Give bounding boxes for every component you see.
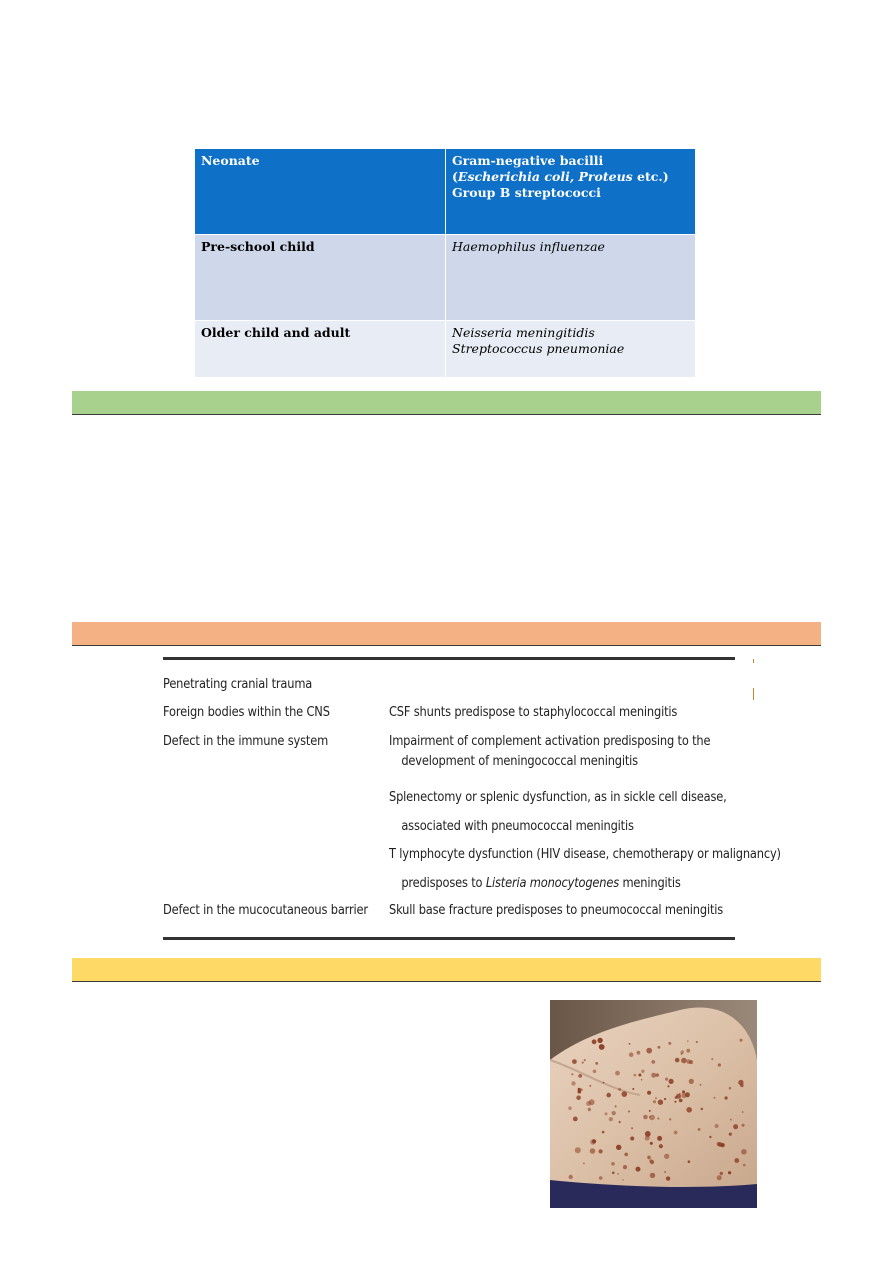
petechia-spot <box>740 1039 743 1042</box>
petechia-spot <box>687 1040 689 1042</box>
petechia-spot <box>599 1149 603 1153</box>
organism-italic: Haemophilus influenzae <box>452 239 605 254</box>
petechia-spot <box>679 1099 683 1103</box>
age-group-cell: Neonate <box>195 149 446 235</box>
petechia-spot <box>641 1070 644 1073</box>
petechia-spot <box>666 1176 670 1180</box>
petechia-spot <box>725 1096 728 1099</box>
factor-label: Defect in the immune system <box>163 734 329 749</box>
petechia-spot <box>679 1093 681 1095</box>
petechia-spot <box>709 1136 711 1138</box>
petechia-spot <box>668 1042 671 1045</box>
petechia-spot <box>628 1111 630 1113</box>
petechia-spot <box>718 1142 723 1147</box>
petechia-spot <box>664 1098 666 1100</box>
petechia-spot <box>650 1173 655 1178</box>
petechia-spot <box>686 1059 691 1064</box>
factor-label: Foreign bodies within the CNS <box>163 705 330 720</box>
petechia-spot <box>733 1124 738 1129</box>
petechia-spot <box>588 1108 591 1111</box>
petechia-spot <box>619 1121 621 1123</box>
petechia-spot <box>689 1079 694 1084</box>
petechia-spot <box>617 1173 619 1175</box>
organism-italic: Neisseria meningitidis <box>452 325 595 340</box>
petechia-spot <box>658 1046 661 1049</box>
petechia-spot <box>711 1058 713 1060</box>
petechia-spot <box>599 1176 603 1180</box>
petechia-spot <box>592 1139 596 1143</box>
petechia-spot <box>646 1048 652 1054</box>
petechia-spot <box>576 1095 581 1100</box>
age-group-cell: Pre-school child <box>195 235 446 321</box>
petechia-spot <box>615 1071 620 1076</box>
petechia-spot <box>742 1124 745 1127</box>
petechia-spot <box>618 1088 621 1091</box>
petechia-spot <box>659 1144 663 1148</box>
petechia-spot <box>629 1052 634 1057</box>
petechia-spot <box>698 1128 701 1131</box>
petechia-spot <box>669 1079 674 1084</box>
petechia-spot <box>657 1117 659 1119</box>
petechia-spot <box>606 1093 611 1098</box>
petechia-spot <box>624 1153 628 1157</box>
section-bar-yellow <box>72 958 821 982</box>
factor-label: Penetrating cranial trauma <box>163 677 313 692</box>
petechia-spot <box>578 1074 582 1078</box>
age-organism-table <box>195 149 696 378</box>
petechia-spot <box>571 1073 573 1075</box>
petechia-spot <box>696 1041 698 1043</box>
petechia-spot <box>681 1058 687 1064</box>
organism-text: Gram-negative bacilli ( <box>452 153 604 184</box>
table-rule-bottom <box>163 937 735 940</box>
petechia-spot <box>657 1136 662 1141</box>
petechia-spot <box>729 1087 732 1090</box>
petechia-spot <box>631 1127 633 1129</box>
petechia-spot <box>742 1111 744 1113</box>
petechia-spot <box>575 1147 581 1153</box>
petechia-spot <box>649 1159 653 1163</box>
petechia-spot <box>643 1115 648 1120</box>
petechia-spot <box>655 1097 657 1099</box>
petechia-spot <box>674 1101 676 1103</box>
organism-cell <box>446 235 696 321</box>
petechia-spot <box>592 1039 597 1044</box>
table-row <box>195 235 696 321</box>
petechia-spot <box>730 1119 732 1121</box>
table-row <box>195 149 696 235</box>
organism-cell <box>446 321 696 378</box>
petechia-spot <box>665 1078 668 1081</box>
petechia-spot <box>590 1148 596 1154</box>
petechia-spot <box>636 1167 641 1172</box>
petechia-spot <box>623 1165 627 1169</box>
petechia-spot <box>651 1060 655 1064</box>
petechia-spot <box>653 1100 656 1103</box>
petechia-spot <box>616 1145 621 1150</box>
petechia-spot <box>717 1175 722 1180</box>
petechia-spot <box>602 1131 605 1134</box>
factor-value: Impairment of complement activation predisposing to the <box>389 734 711 749</box>
petechia-spot <box>658 1100 663 1105</box>
petechia-spot <box>734 1158 739 1163</box>
petechia-spot <box>582 1062 584 1064</box>
organism-text: etc.) <box>632 169 669 184</box>
petechia-spot <box>637 1051 641 1055</box>
petechia-spot <box>667 1085 669 1087</box>
petechia-spot <box>664 1171 666 1173</box>
scan-edge-mark <box>753 659 754 663</box>
table-rule-top <box>163 657 735 660</box>
petechia-spot <box>669 1118 671 1120</box>
petechia-spot <box>700 1084 702 1086</box>
petechia-spot <box>578 1088 581 1091</box>
petechia-spot <box>720 1172 723 1175</box>
factor-value: CSF shunts predispose to staphylococcal meningitis <box>389 705 678 720</box>
table-row <box>195 321 696 378</box>
petechia-spot <box>630 1137 634 1141</box>
petechia-spot <box>664 1154 669 1159</box>
petechia-spot <box>611 1162 615 1166</box>
petechia-spot <box>586 1101 591 1106</box>
petechia-spot <box>650 1142 653 1145</box>
petechia-spot <box>647 1156 651 1160</box>
petechia-spot <box>728 1171 731 1174</box>
petechia-spot <box>738 1080 743 1085</box>
petechial-rash-photo <box>550 1000 757 1208</box>
petechia-spot <box>681 1053 683 1055</box>
petechia-spot <box>571 1081 575 1085</box>
petechia-spot <box>612 1111 616 1115</box>
age-group-cell: Older child and adult <box>195 321 446 378</box>
petechia-spot <box>718 1063 721 1066</box>
petechia-spot <box>609 1117 613 1121</box>
petechia-spot <box>741 1149 747 1155</box>
factor-italic: Listeria monocytogenes <box>485 876 619 891</box>
petechia-spot <box>597 1038 602 1043</box>
scan-edge-mark <box>753 688 754 700</box>
petechia-spot <box>573 1117 578 1122</box>
organism-italic: Escherichia coli, Proteus <box>457 169 633 184</box>
petechia-spot <box>686 1107 692 1113</box>
petechia-spot <box>622 1179 624 1181</box>
petechia-spot <box>715 1124 719 1128</box>
petechia-spot <box>649 1116 651 1118</box>
petechia-spot <box>595 1062 598 1065</box>
petechia-spot <box>568 1106 572 1110</box>
petechia-spot <box>651 1073 656 1078</box>
organism-cell <box>446 149 696 235</box>
petechia-spot <box>572 1059 577 1064</box>
petechia-spot <box>729 1133 732 1136</box>
petechia-spot <box>569 1175 573 1179</box>
factor-value: development of meningococcal meningitis <box>401 754 638 769</box>
petechia-spot <box>599 1044 601 1046</box>
section-bar-orange <box>72 622 821 646</box>
petechia-spot <box>688 1160 691 1163</box>
organism-italic: Streptococcus pneumoniae <box>452 341 625 356</box>
factor-value <box>389 875 681 893</box>
petechia-spot <box>686 1049 690 1053</box>
petechia-spot <box>743 1164 746 1167</box>
petechia-spot <box>612 1172 615 1175</box>
petechia-spot <box>645 1136 650 1141</box>
petechia-spot <box>632 1088 634 1090</box>
petechia-spot <box>583 1162 585 1164</box>
petechia-spot <box>634 1074 637 1077</box>
petechia-spot <box>641 1079 643 1081</box>
petechia-spot <box>681 1093 686 1098</box>
petechia-spot <box>615 1105 617 1107</box>
predisposing-factors-table <box>163 657 781 940</box>
factor-label: Defect in the mucocutaneous barrier <box>163 903 368 918</box>
petechia-spot <box>674 1131 678 1135</box>
petechia-spot <box>605 1112 608 1115</box>
petechia-spot <box>622 1091 628 1097</box>
petechia-spot <box>701 1108 704 1111</box>
petechia-spot <box>589 1085 591 1087</box>
petechia-spot <box>647 1091 651 1095</box>
organism-text: Group B streptococci <box>452 185 601 200</box>
petechia-spot <box>593 1070 597 1074</box>
factor-value: associated with pneumococcal meningitis <box>401 819 634 834</box>
factor-value: Skull base fracture predisposes to pneumococcal meningitis <box>389 903 724 918</box>
factor-value: T lymphocyte dysfunction (HIV disease, chemotherapy or malignancy) <box>389 847 781 862</box>
petechia-spot <box>675 1058 680 1063</box>
petechia-spot <box>649 1110 651 1112</box>
petechia-spot <box>638 1074 641 1077</box>
petechia-spot <box>714 1097 716 1099</box>
factor-text: predisposes to <box>401 876 486 891</box>
factor-value: Splenectomy or splenic dysfunction, as in sickle cell disease, <box>389 790 727 805</box>
petechia-spot <box>584 1059 586 1061</box>
section-bar-green <box>72 391 821 415</box>
factor-text: meningitis <box>618 876 681 891</box>
petechia-spot <box>603 1082 605 1084</box>
petechia-spot <box>629 1043 631 1045</box>
